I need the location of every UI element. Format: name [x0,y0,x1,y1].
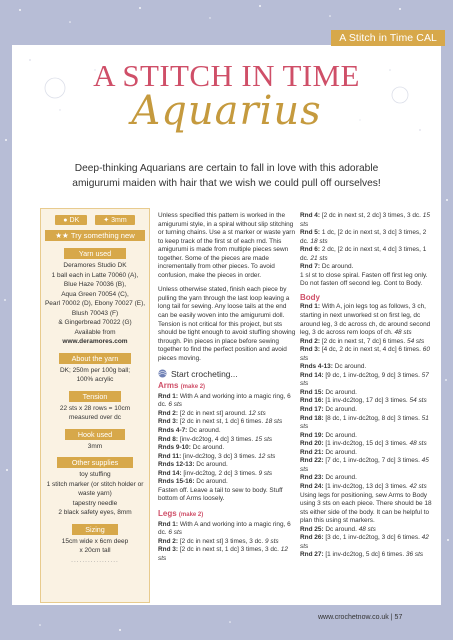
yarn-line: 1 ball each in Latte 70060 (A), [51,271,139,279]
weight-chip [55,215,87,225]
page-footer [318,614,402,621]
sizing-line: x 20cm tall [79,547,111,554]
start-heading [158,369,296,378]
yarn-line: Blue Haze 70036 (B), [63,281,127,288]
body-rnd: Rnd 2: [2 dc in next st, 7 dc] 6 times. 54 sts [300,337,425,345]
intro-paragraph-1: Unless specified this pattern is worked in the amigurumi style, in a spiral without slip stitching or turning chains. Use a st marker or waste yarn to keep track of the first st of each rnd. This amigurumi is made from multiple pieces sewn together. Some of the pieces are made incrementally from other pieces. To avoid confusion, make the pieces in order. [158,212,296,279]
supply-line: waste yarn) [78,490,112,497]
try-label: Try something new [70,231,135,240]
yarn-ball-icon: ● [63,216,68,224]
hook-icon: ✦ [103,217,110,224]
legs-rnd: Rnd 7: Dc around. [300,263,354,271]
intro-paragraph-2: Unless otherwise stated, finish each piece by pulling the yarn through the last loop leaving a long tail for sewing. Any loose tails at the end can be easily woven into the amigurumi doll. Tension is not critical for this project, but sts should be tight enough to avoid stuffing showing through. Pin pieces in place before sewing together to find the perfect position and avoid pieces moving. [158,286,296,362]
arms-rnd: Rnd 1: With A and working into a magic ring, 6 dc. 6 sts [158,392,291,409]
arms-heading [158,382,296,392]
supply-line: toy stuffing [79,471,111,478]
body-heading: Body [300,292,320,302]
arms-title: Arms [158,381,179,391]
yarn-ball-icon [158,369,167,378]
footer-separator: | [390,614,393,621]
page-title: A STITCH IN TIME [93,58,360,93]
arms-rnd: Rnd 3: [2 dc in next st, 1 dc] 6 times. 18 sts [158,418,283,426]
legs-rnd: Rnd 1: With A and working into a magic ring, 6 dc. 6 sts [158,520,291,537]
pattern-column-3 [300,212,432,560]
legs-rnd: Rnd 3: [2 dc in next st, 1 dc] 3 times, 3 dc. 12 sts [158,546,288,562]
arms-rnd: Rnd 8: [inv-dc2tog, 4 dc] 3 times. 15 sts [158,435,273,443]
body-rnd: Rnd 19: Dc around. [300,431,357,439]
arms-rnd: Rnd 11: [inv-dc2tog, 3 dc] 3 times. 12 sts [158,452,276,460]
hook-used-text: 3mm [87,442,103,450]
body-note: Using legs for positioning, sew Arms to Body using 3 sts on each piece. There should be 18 sts either side of the body. It can be helpful to plan this using st markers. [300,491,432,525]
footer-url[interactable]: www.crochetnow.co.uk [318,614,389,621]
other-supplies-heading: Other supplies [57,457,133,468]
dotted-divider: ................. [71,556,119,564]
legs-rnd: Rnd 2: [2 dc in next st] 3 times, 3 dc. 9 sts [158,537,279,545]
body-rnd: Rnd 20: [1 inv-dc2tog, 15 dc] 3 times. 48 sts [300,440,427,448]
about-line: 100% acrylic [76,376,114,383]
hook-chip-label: 3mm [111,216,127,224]
body-rnd: Rnd 17: Dc around. [300,406,357,414]
body-rnd: Rnd 18: [8 dc, 1 inv-dc2tog, 8 dc] 3 times. 51 sts [300,414,429,431]
arms-make: (make 2) [180,384,206,391]
intro-text [40,161,413,191]
body-rnd: Rnd 27: [1 inv-dc2tog, 5 dc] 6 times. 36 sts [300,551,424,559]
hook-chip [95,215,134,225]
star-icon: ★★ [55,231,69,240]
weight-row [41,215,149,225]
legs-rnd: Rnd 6: 2 dc, [2 dc in next st, 4 dc] 3 times, 1 dc. 21 sts [300,246,427,262]
arms-rnd: Rnds 12-13: Dc around. [158,461,228,469]
body-rnd: Rnds 4-13: Dc around. [300,363,367,371]
yarn-line: Available from [74,328,116,336]
other-supplies-text [41,470,149,518]
weight-label: DK [69,216,80,224]
sizing-text [41,537,149,556]
arms-finish: Fasten off. Leave a tail to sew to body. Stuff bottom of Arms loosely. [158,486,283,503]
info-sidebar [40,208,150,603]
body-rnd: Rnd 26: [3 dc, 1 inv-dc2tog, 3 dc] 6 times. 42 sts [300,534,429,550]
intro-line-2: amigurumi maiden with hair that we wish we could pull off ourselves! [72,178,381,189]
pattern-column-2 [158,212,296,563]
yarn-line: Aqua Green 70054 (C), [61,290,129,298]
intro-line-1: Deep-thinking Aquarians are certain to fall in love with this adorable [74,163,379,174]
arms-rnd: Rnd 2: [2 dc in next st] around. 12 sts [158,409,266,417]
body-rnd: Rnd 21: Dc around. [300,448,357,456]
supply-line: tapestry needle [72,499,118,507]
yarn-used-text [41,261,149,347]
yarn-line: Deramores Studio DK [63,262,127,269]
legs-rnd: Rnd 5: 1 dc, [2 dc in next st, 3 dc] 3 times, 2 dc. 18 sts [300,229,427,245]
body-rnd: Rnd 16: [1 inv-dc2tog, 17 dc] 3 times. 54 sts [300,397,427,405]
body-rnd: Rnd 14: [9 dc, 1 inv-dc2tog, 9 dc] 3 times. 57 sts [300,371,429,388]
tension-heading: Tension [69,391,121,402]
try-badge [45,230,145,241]
legs-make: (make 2) [178,511,204,518]
arms-rnd: Rnds 4-7: Dc around. [158,427,221,435]
arms-rnd: Rnds 9-10: Dc around. [158,444,225,452]
yarn-line: Pearl 70002 (D), Ebony 70027 (E), [44,300,146,307]
page-subtitle: Aquarius [131,88,322,134]
start-label: Start crocheting... [171,368,238,379]
supply-line: 2 black safety eyes, 8mm [58,509,132,516]
arms-rnd: Rnd 14: [inv-dc2tog, 2 dc] 3 times. 9 sts [158,469,273,477]
legs-rnd: Rnd 4: [2 dc in next st, 2 dc] 3 times, 3 dc. 15 sts [300,212,430,228]
body-rnd: Rnd 24: [1 inv-dc2tog, 13 dc] 3 times. 42 sts [300,482,427,490]
yarn-url[interactable]: www.deramores.com [62,338,128,345]
tension-text [41,404,149,423]
legs-title: Legs [158,508,177,518]
body-rnd: Rnd 22: [7 dc, 1 inv-dc2tog, 7 dc] 3 times. 45 sts [300,457,429,473]
sizing-line: 15cm wide x 6cm deep [61,537,129,545]
legs-finish: 1 sl st to close spiral. Fasten off first leg only. Do not fasten off second leg. Cont to Body. [300,271,428,288]
about-line: DK; 250m per 100g ball; [59,366,131,374]
body-rnd: Rnd 3: [4 dc, 2 dc in next st, 4 dc] 6 times. 60 sts [300,346,430,362]
body-rnd: Rnd 25: Dc around. 48 sts [300,525,376,533]
tension-line: 22 sts x 28 rows = 10cm [59,404,131,412]
about-yarn-text [41,366,149,385]
page-number: 57 [394,614,403,621]
sizing-heading: Sizing [72,524,118,535]
body-rnd: Rnd 23: Dc around. [300,474,357,482]
yarn-line: & Gingerbread 70022 (G) [58,319,132,326]
arms-rnd: Rnds 15-16: Dc around. [158,478,228,486]
about-yarn-heading: About the yarn [59,353,131,364]
legs-heading [158,510,296,520]
yarn-line: Blush 70043 (F) [71,309,119,317]
supply-line: 1 stitch marker (or stitch holder or [46,480,144,488]
series-tag: A Stitch in Time CAL [331,30,445,46]
body-rnd: Rnd 1: With A, join legs tog as follows, 3 ch, starting in next unworked st on first leg, dc around leg, 3 dc across ch, dc around second leg, 3 dc across rem loops of ch. 48 sts [300,303,431,337]
hook-used-heading: Hook used [65,429,125,440]
yarn-used-heading: Yarn used [64,248,126,259]
body-rnd: Rnd 15: Dc around. [300,388,357,396]
tension-line: measured over dc [68,414,122,421]
